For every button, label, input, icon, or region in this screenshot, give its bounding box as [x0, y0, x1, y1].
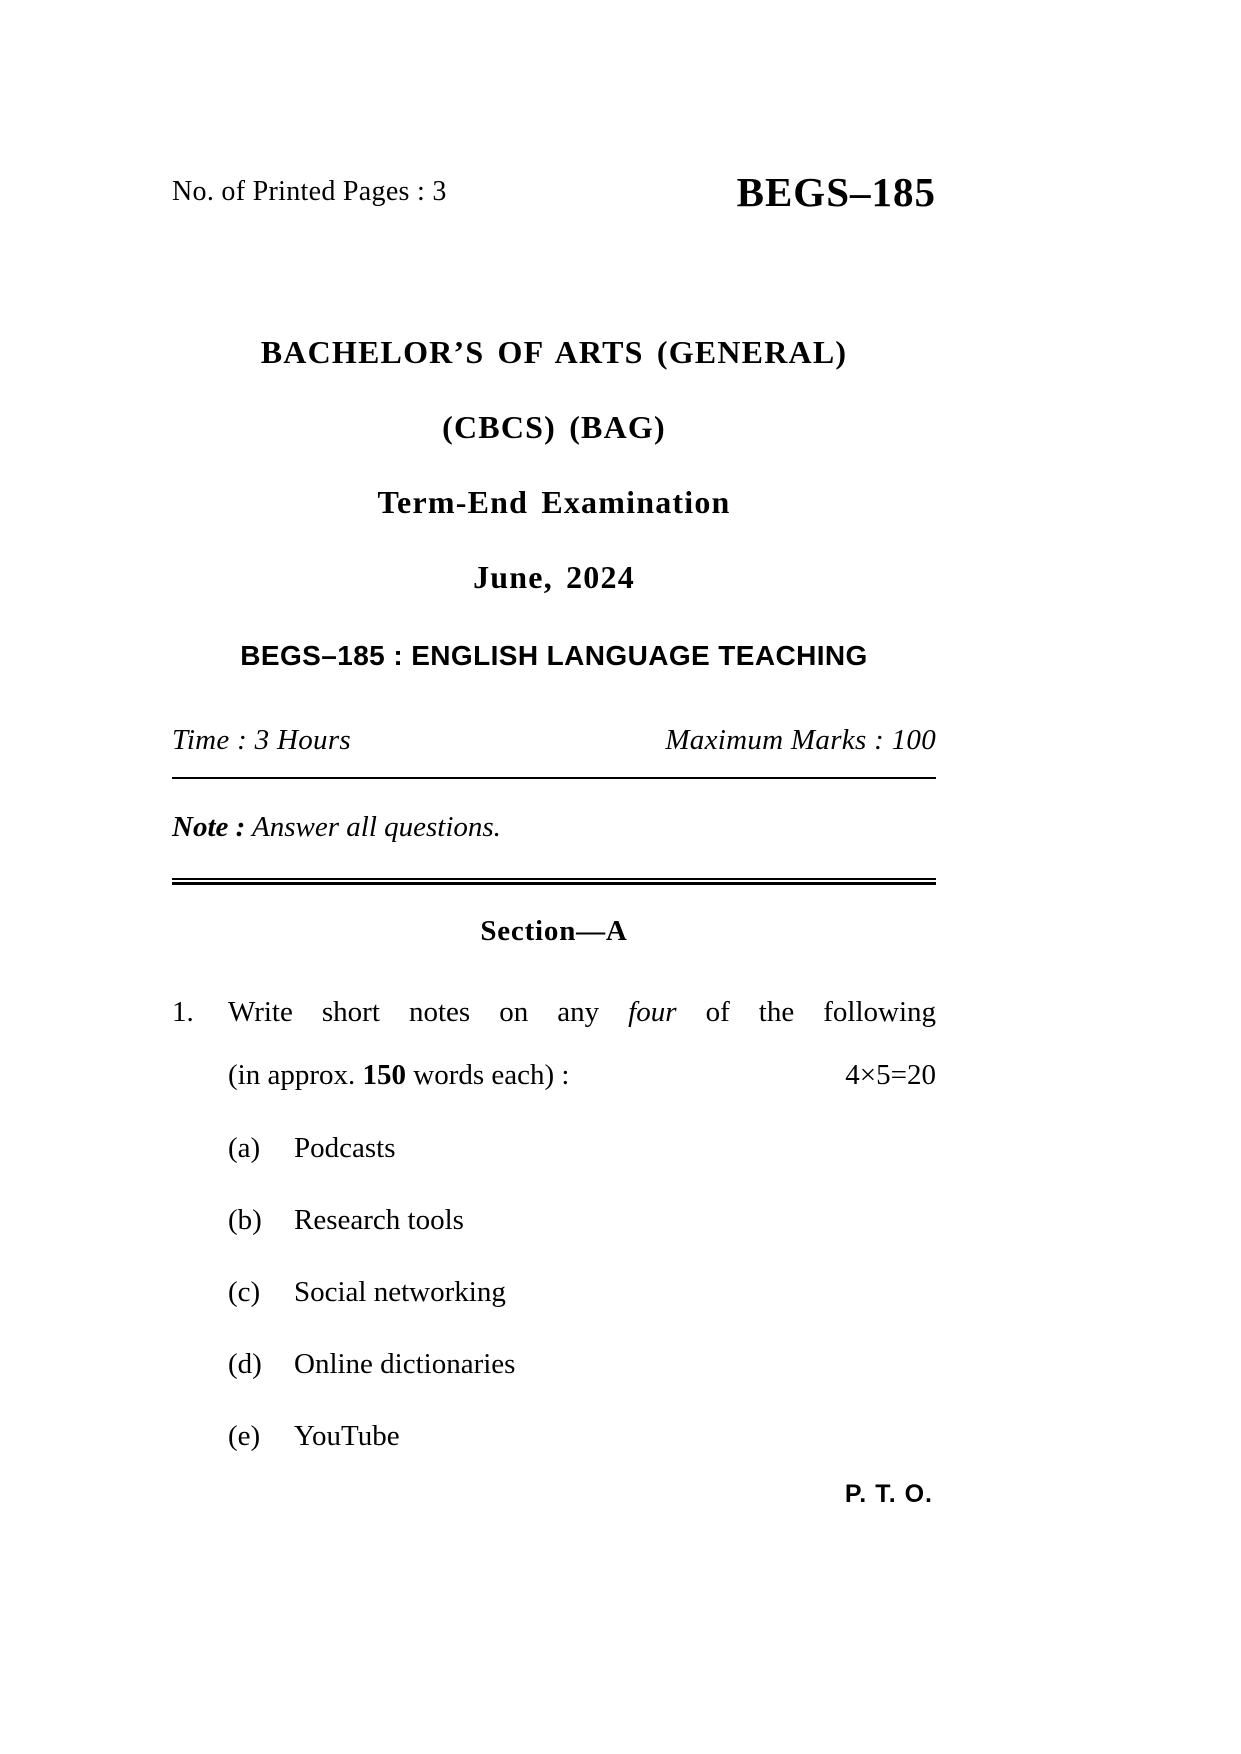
- horizontal-rule: [172, 777, 936, 779]
- section-a-heading: Section—A: [480, 915, 628, 947]
- note-line: [172, 811, 936, 844]
- exam-meta-row: [172, 724, 936, 757]
- title-block: [172, 334, 936, 596]
- option-b: [228, 1204, 936, 1237]
- question-1-italic-word: four: [628, 996, 677, 1028]
- option-e-label: (e): [228, 1420, 261, 1452]
- degree-title: BACHELOR’S OF ARTS (GENERAL): [260, 334, 848, 370]
- question-1-bold-word: 150: [362, 1059, 406, 1091]
- scheme-title: (CBCS) (BAG): [442, 409, 666, 445]
- note-label: Note :: [172, 811, 246, 843]
- question-1-line1: [228, 996, 936, 1029]
- pto-marker: P. T. O.: [844, 1480, 933, 1508]
- question-1-line2-right: words each) :: [413, 1059, 570, 1091]
- question-1-text-continued: of the following: [705, 996, 937, 1028]
- option-e: [228, 1420, 936, 1453]
- paper-code: BEGS–185: [736, 169, 936, 215]
- option-c: [228, 1276, 936, 1309]
- note-text: Answer all questions.: [252, 811, 501, 843]
- option-c-text: Social networking: [294, 1276, 506, 1308]
- double-rule: [172, 878, 936, 885]
- question-1-marks: 4×5=20: [845, 1059, 936, 1091]
- question-1-line2-left: (in approx.: [228, 1059, 356, 1091]
- option-a: [228, 1132, 936, 1165]
- session-title: June, 2024: [473, 559, 635, 595]
- option-d: [228, 1348, 936, 1381]
- question-1-text: Write short notes on any: [228, 996, 600, 1028]
- option-a-label: (a): [228, 1132, 261, 1164]
- option-c-label: (c): [228, 1276, 261, 1308]
- subject-title: BEGS–185 : ENGLISH LANGUAGE TEACHING: [240, 640, 868, 671]
- printed-pages-note: No. of Printed Pages : 3: [172, 176, 447, 207]
- question-1: [172, 996, 936, 1453]
- time-allowed: Time : 3 Hours: [172, 724, 352, 756]
- page-content: [172, 168, 936, 1453]
- option-a-text: Podcasts: [294, 1132, 396, 1164]
- question-1-number: 1.: [172, 996, 194, 1028]
- option-d-label: (d): [228, 1348, 262, 1380]
- page-header: [172, 168, 936, 216]
- question-1-line2-text: [228, 1059, 569, 1092]
- option-e-text: YouTube: [294, 1420, 400, 1452]
- option-d-text: Online dictionaries: [294, 1348, 516, 1380]
- question-1-line2: [228, 1059, 936, 1092]
- question-1-options: [228, 1132, 936, 1453]
- option-b-label: (b): [228, 1204, 262, 1236]
- option-b-text: Research tools: [294, 1204, 464, 1236]
- exam-title: Term-End Examination: [377, 484, 731, 520]
- maximum-marks: Maximum Marks : 100: [665, 724, 936, 756]
- question-1-body: [228, 996, 936, 1453]
